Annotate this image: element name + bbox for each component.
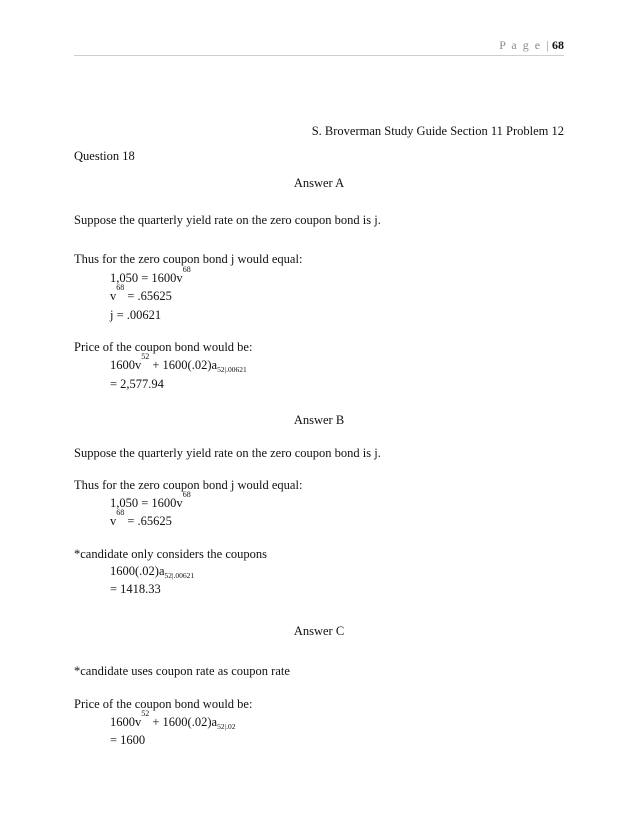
answer-a-equation-3: j = .00621 bbox=[110, 308, 162, 322]
answer-b-equation-2: $v^{68} = .65625$ bbox=[110, 508, 172, 528]
answer-a-price-formula: $1600v^{52} + 1600(.02)a_{52|.00621}$ bbox=[110, 352, 247, 374]
answer-b-calc-result: = 1418.33 bbox=[110, 582, 161, 596]
page-label: P a g e bbox=[499, 38, 542, 52]
answer-a-price-result: = 2,577.94 bbox=[110, 377, 164, 391]
answer-c-price-lead: Price of the coupon bond would be: bbox=[74, 697, 253, 711]
answer-b-equation-1: $1,050 = 1600v^{68}$ bbox=[110, 490, 191, 510]
answer-b-title: Answer B bbox=[293, 413, 345, 427]
answer-b-calc-formula: $1600(.02)a_{52|.00621}$ bbox=[110, 564, 195, 580]
source-reference: S. Broverman Study Guide Section 11 Problem 12 bbox=[311, 124, 564, 138]
answer-c-price-formula: $1600v^{52} + 1600(.02)a_{52|.02}$ bbox=[110, 709, 236, 731]
answer-b-lead: Thus for the zero coupon bond j would equal: bbox=[74, 478, 303, 492]
question-title: Question 18 bbox=[74, 149, 135, 163]
page-separator: | bbox=[546, 38, 550, 52]
answer-a-intro: Suppose the quarterly yield rate on the zero coupon bond is j. bbox=[74, 213, 381, 227]
page-header bbox=[499, 38, 564, 53]
answer-b-intro: Suppose the quarterly yield rate on the zero coupon bond is j. bbox=[74, 446, 381, 460]
answer-a-lead: Thus for the zero coupon bond j would equal: bbox=[74, 252, 303, 266]
page-number: 68 bbox=[552, 38, 564, 52]
answer-a-equation-2: $v^{68} = .65625$ bbox=[110, 283, 172, 303]
answer-a-equation-1: $1,050 = 1600v^{68}$ bbox=[110, 265, 191, 285]
answer-b-note: *candidate only considers the coupons bbox=[74, 547, 268, 561]
answer-c-note: *candidate uses coupon rate as coupon rate bbox=[74, 664, 290, 678]
answer-c-title: Answer C bbox=[293, 624, 345, 638]
answer-c-price-result: = 1600 bbox=[110, 733, 146, 747]
header-divider bbox=[74, 55, 564, 56]
answer-a-title: Answer A bbox=[293, 176, 345, 190]
answer-a-price-lead: Price of the coupon bond would be: bbox=[74, 340, 253, 354]
